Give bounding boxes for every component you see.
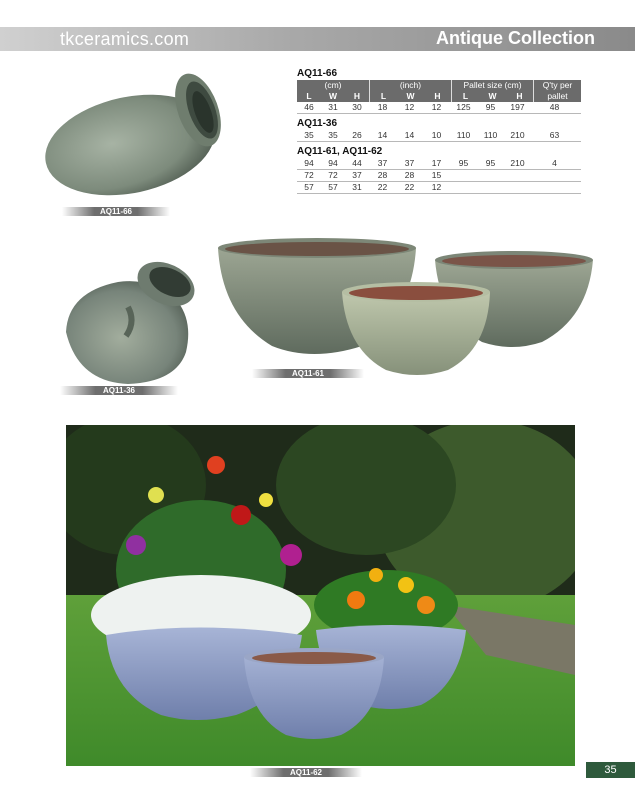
table-cell: 37 [404,158,415,168]
table-cell: 110 [483,130,498,140]
table-cell: 57 [328,182,338,192]
table-cell: 48 [549,102,560,112]
table-cell: 95 [485,158,496,168]
aq11-61-photo [212,234,597,384]
label-aq11-36: AQ11-36 [60,386,178,395]
table-row [297,130,581,142]
table-cell: 22 [404,182,415,192]
column-label: W [406,91,415,101]
label-aq11-66: AQ11-66 [62,207,170,216]
aq11-36-photo [58,252,208,387]
table-cell: 37 [352,170,362,180]
table-cell: 17 [431,158,442,168]
model-heading: AQ11-61, AQ11-62 [297,146,383,157]
column-label: L [462,91,469,101]
table-cell [450,182,477,193]
label-aq11-61: AQ11-61 [252,369,364,378]
table-cell: 22 [377,182,388,192]
spec-table [297,68,581,194]
table-cell: 95 [485,102,496,112]
label-aq11-62: AQ11-62 [250,768,362,777]
table-cell: 30 [352,102,362,112]
table-cell [504,170,531,181]
column-label: W [488,91,497,101]
table-cell: 31 [328,102,338,112]
table-row [297,182,581,194]
table-cell: 72 [304,170,314,180]
table-cell: 14 [377,130,388,140]
collection-title: Antique Collection [436,28,595,48]
table-cell: 4 [552,158,557,168]
page-number: 35 [586,762,635,778]
table-cell: 94 [304,158,314,168]
table-cell: 14 [404,130,415,140]
table-cell: 125 [456,102,471,112]
table-cell: 28 [377,170,388,180]
column-label: pallet [547,91,568,101]
table-cell: 35 [304,130,314,140]
table-cell [504,182,531,193]
group-label-pallet: Pallet size (cm) [463,80,522,90]
table-row [297,170,581,182]
table-cell: 12 [431,102,442,112]
table-cell: 94 [328,158,338,168]
table-cell: 44 [352,158,362,168]
table-cell: 26 [352,130,362,140]
aq11-62-photo [66,425,575,766]
group-label-qty: Q'ty per [542,80,573,90]
table-cell: 110 [456,130,471,140]
table-cell: 31 [352,182,362,192]
column-label: W [328,91,338,101]
group-label-inch: (inch) [399,80,422,90]
table-cell: 35 [328,130,338,140]
table-cell: 28 [404,170,415,180]
column-label: L [306,91,312,101]
table-cell: 72 [328,170,338,180]
site-name: tkceramics.com [60,29,190,49]
table-cell: 18 [377,102,388,112]
table-cell [531,170,578,181]
table-cell: 210 [510,158,525,168]
table-cell: 15 [431,170,442,180]
table-cell [477,182,504,193]
column-label: H [353,91,361,101]
table-cell [531,182,578,193]
table-cell: 197 [510,102,525,112]
model-heading: AQ11-36 [297,118,338,129]
table-cell: 10 [431,130,442,140]
column-label: L [380,91,387,101]
table-row [297,102,581,114]
table-cell: 46 [304,102,314,112]
group-label-cm: (cm) [324,80,342,90]
model-heading: AQ11-66 [297,68,338,79]
table-row [297,158,581,170]
aq11-66-photo [40,70,235,200]
table-cell [450,170,477,181]
column-label: H [434,91,441,101]
table-cell: 210 [510,130,525,140]
table-cell [477,170,504,181]
table-cell: 12 [404,102,415,112]
table-cell: 63 [549,130,560,140]
table-cell: 12 [431,182,442,192]
table-cell: 37 [377,158,388,168]
table-cell: 57 [304,182,314,192]
column-label: H [516,91,523,101]
spec-table-header [297,80,581,102]
table-cell: 95 [458,158,469,168]
